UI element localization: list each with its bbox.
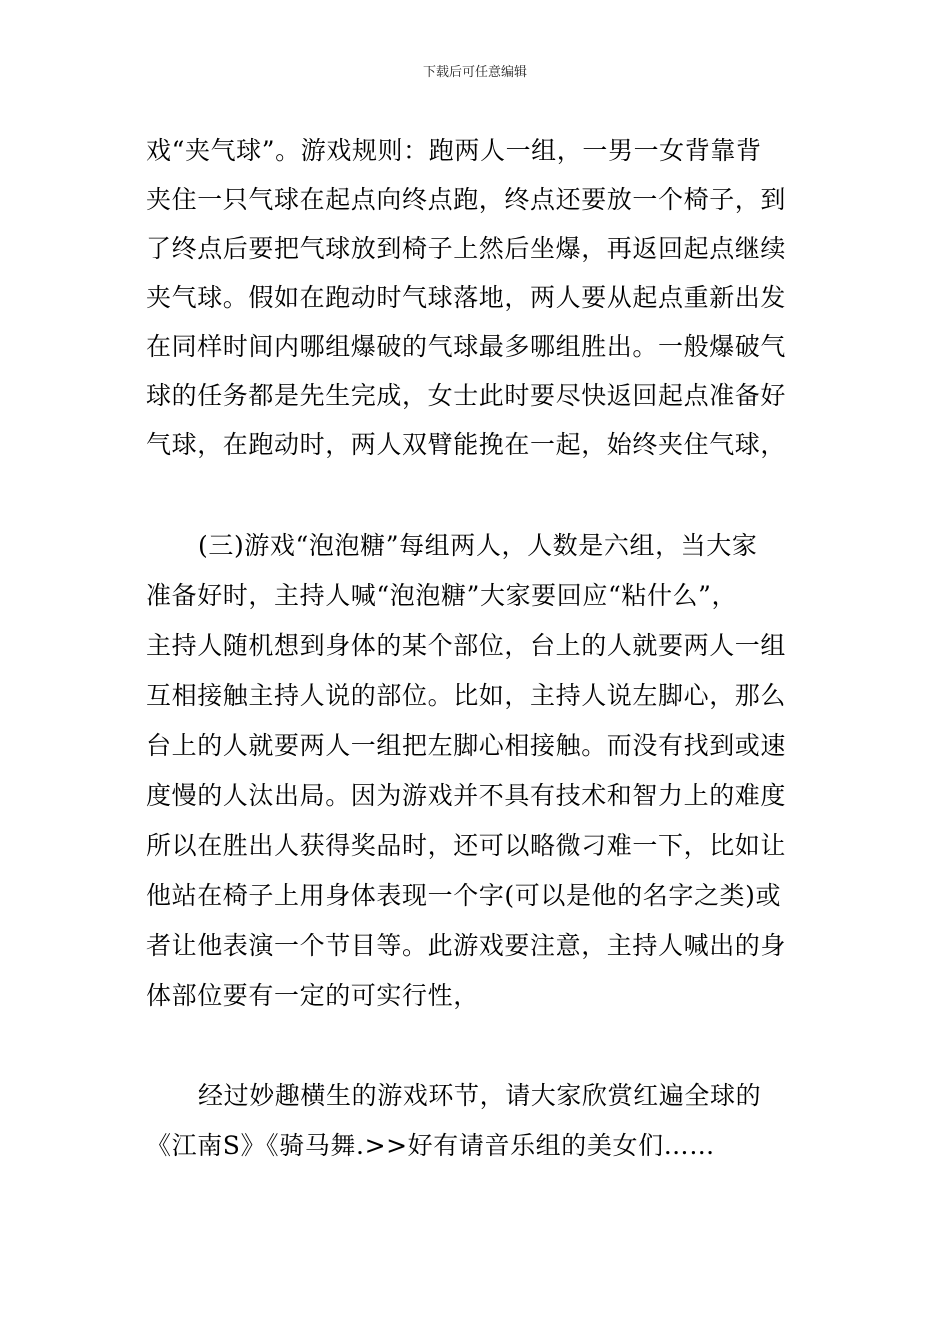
text-line: 互相接触主持人说的部位。比如，主持人说左脚心，那么: [146, 681, 787, 710]
text-line: 主持人随机想到身体的某个部位，台上的人就要两人一组: [146, 631, 787, 660]
text-line: 了终点后要把气球放到椅子上然后坐爆，再返回起点继续: [146, 234, 787, 263]
text-line: 经过妙趣横生的游戏环节，请大家欣赏红遍全球的: [198, 1081, 762, 1110]
text-line: 准备好时，主持人喊“泡泡糖”大家要回应“粘什么”，: [146, 581, 738, 610]
text-line: 度慢的人汰出局。因为游戏并不具有技术和智力上的难度: [146, 781, 787, 810]
text-line: 《江南S》《骑马舞.>>好有请音乐组的美女们……: [146, 1131, 715, 1160]
text-line: 球的任务都是先生完成，女士此时要尽快返回起点准备好: [146, 381, 787, 410]
text-line: 气球，在跑动时，两人双臂能挽在一起，始终夹住气球，: [146, 430, 787, 459]
text-line: 台上的人就要两人一组把左脚心相接触。而没有找到或速: [146, 731, 787, 760]
text-line: (三)游戏“泡泡糖”每组两人，人数是六组，当大家: [198, 531, 758, 560]
text-line: 夹气球。假如在跑动时气球落地，两人要从起点重新出发: [146, 283, 787, 312]
text-line: 戏“夹气球”。游戏规则：跑两人一组，一男一女背靠背: [146, 136, 762, 165]
text-line: 在同样时间内哪组爆破的气球最多哪组胜出。一般爆破气: [146, 332, 787, 361]
text-line: 者让他表演一个节目等。此游戏要注意，主持人喊出的身: [146, 931, 787, 960]
page-header: 下载后可任意编辑: [422, 65, 527, 80]
text-line: 所以在胜出人获得奖品时，还可以略微刁难一下，比如让: [146, 831, 787, 860]
text-line: 体部位要有一定的可实行性，: [146, 981, 479, 1010]
text-line: 他站在椅子上用身体表现一个字(可以是他的名字之类)或: [146, 881, 782, 910]
text-line: 夹住一只气球在起点向终点跑，终点还要放一个椅子，到: [146, 185, 787, 214]
